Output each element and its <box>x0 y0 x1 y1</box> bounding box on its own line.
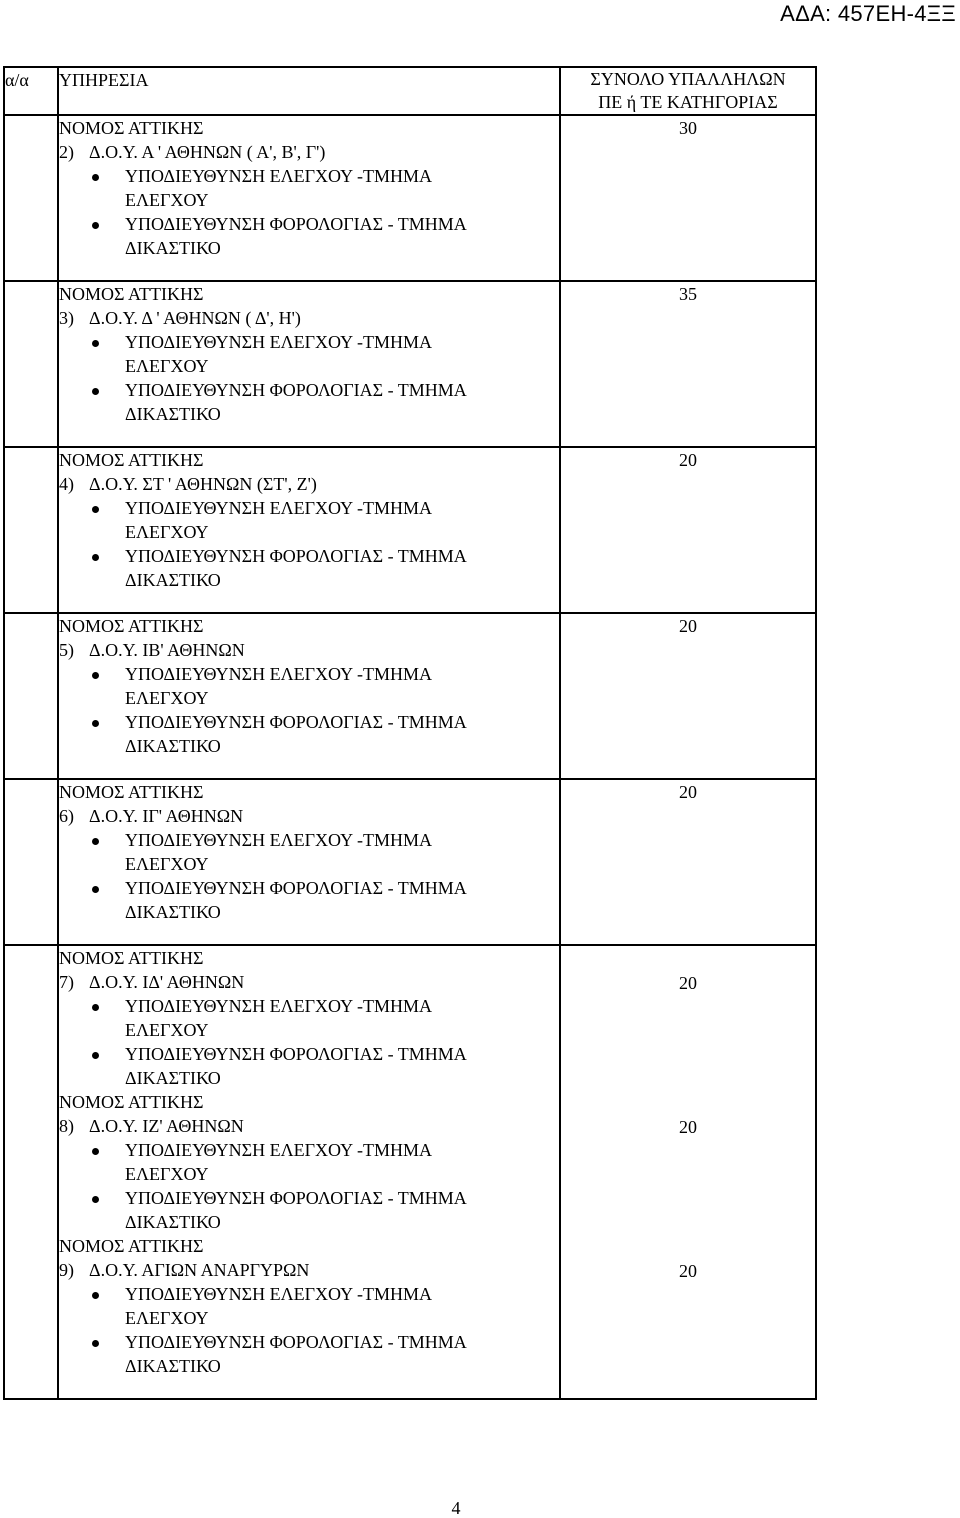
table-row <box>4 115 816 281</box>
list-item: ΥΠΟΔΙΕΥΘΥΝΣΗ ΦΟΡΟΛΟΓΙΑΣ - ΤΜΗΜΑ ΔΙΚΑΣΤΙΚΟ <box>59 1186 559 1234</box>
prefecture-label: ΝΟΜΟΣ ΑΤΤΙΚΗΣ <box>59 782 204 802</box>
tax-office-name: 2) Δ.Ο.Υ. Α ' ΑΘΗΝΩΝ ( Α', Β', Γ') <box>59 142 326 162</box>
prefecture-label: ΝΟΜΟΣ ΑΤΤΙΚΗΣ <box>59 948 204 968</box>
table-row <box>4 281 816 447</box>
list-item: ΥΠΟΔΙΕΥΘΥΝΣΗ ΦΟΡΟΛΟΓΙΑΣ - ΤΜΗΜΑ ΔΙΚΑΣΤΙΚΟ <box>59 544 559 592</box>
service-cell <box>58 447 560 613</box>
tax-office-name: 3) Δ.Ο.Υ. Δ ' ΑΘΗΝΩΝ ( Δ', Η') <box>59 308 301 328</box>
table-header-row <box>4 67 816 115</box>
aa-cell <box>4 447 58 613</box>
total-value: 20 <box>679 973 697 993</box>
bullet-icon <box>92 174 99 181</box>
total-cell: 20 <box>560 447 816 613</box>
list-item: ΥΠΟΔΙΕΥΘΥΝΣΗ ΕΛΕΓΧΟΥ -ΤΜΗΜΑ ΕΛΕΓΧΟΥ <box>59 994 559 1042</box>
list-item: ΥΠΟΔΙΕΥΘΥΝΣΗ ΕΛΕΓΧΟΥ -ΤΜΗΜΑ ΕΛΕΓΧΟΥ <box>59 496 559 544</box>
table-row <box>4 447 816 613</box>
total-cell <box>560 945 816 1399</box>
prefecture-label: ΝΟΜΟΣ ΑΤΤΙΚΗΣ <box>59 1092 204 1112</box>
aa-cell <box>4 613 58 779</box>
document-code: ΑΔΑ: 457ΕΗ-4ΞΞ <box>780 1 956 26</box>
bullet-icon <box>92 838 99 845</box>
table-row <box>4 945 816 1399</box>
bullet-icon <box>92 1004 99 1011</box>
service-cell <box>58 115 560 281</box>
col-header-service: ΥΠΗΡΕΣΙΑ <box>58 67 560 115</box>
bullet-icon <box>92 506 99 513</box>
service-block <box>59 946 559 1090</box>
prefecture-label: ΝΟΜΟΣ ΑΤΤΙΚΗΣ <box>59 450 204 470</box>
prefecture-label: ΝΟΜΟΣ ΑΤΤΙΚΗΣ <box>59 284 204 304</box>
prefecture-label: ΝΟΜΟΣ ΑΤΤΙΚΗΣ <box>59 616 204 636</box>
col-header-total <box>560 67 816 115</box>
tax-office-name: 5) Δ.Ο.Υ. ΙΒ' ΑΘΗΝΩΝ <box>59 640 245 660</box>
aa-cell <box>4 115 58 281</box>
list-item: ΥΠΟΔΙΕΥΘΥΝΣΗ ΕΛΕΓΧΟΥ -ΤΜΗΜΑ ΕΛΕΓΧΟΥ <box>59 164 559 212</box>
list-item: ΥΠΟΔΙΕΥΘΥΝΣΗ ΕΛΕΓΧΟΥ -ΤΜΗΜΑ ΕΛΕΓΧΟΥ <box>59 1138 559 1186</box>
list-item: ΥΠΟΔΙΕΥΘΥΝΣΗ ΕΛΕΓΧΟΥ -ΤΜΗΜΑ ΕΛΕΓΧΟΥ <box>59 662 559 710</box>
bullet-icon <box>92 340 99 347</box>
tax-office-name: 6) Δ.Ο.Υ. ΙΓ' ΑΘΗΝΩΝ <box>59 806 244 826</box>
list-item: ΥΠΟΔΙΕΥΘΥΝΣΗ ΦΟΡΟΛΟΓΙΑΣ - ΤΜΗΜΑ ΔΙΚΑΣΤΙΚΟ <box>59 378 559 426</box>
total-cell: 20 <box>560 779 816 945</box>
bullet-icon <box>92 886 99 893</box>
service-cell <box>58 945 560 1399</box>
service-cell <box>58 281 560 447</box>
tax-office-name: 4) Δ.Ο.Υ. ΣΤ ' ΑΘΗΝΩΝ (ΣΤ', Ζ') <box>59 474 317 494</box>
list-item: ΥΠΟΔΙΕΥΘΥΝΣΗ ΦΟΡΟΛΟΓΙΑΣ - ΤΜΗΜΑ ΔΙΚΑΣΤΙΚΟ <box>59 1330 559 1378</box>
bullet-icon <box>92 554 99 561</box>
total-cell: 30 <box>560 115 816 281</box>
staff-table <box>3 66 817 1400</box>
list-item: ΥΠΟΔΙΕΥΘΥΝΣΗ ΦΟΡΟΛΟΓΙΑΣ - ΤΜΗΜΑ ΔΙΚΑΣΤΙΚΟ <box>59 212 559 260</box>
col-header-aa: α/α <box>4 67 58 115</box>
list-item: ΥΠΟΔΙΕΥΘΥΝΣΗ ΕΛΕΓΧΟΥ -ΤΜΗΜΑ ΕΛΕΓΧΟΥ <box>59 828 559 876</box>
bullet-icon <box>92 1292 99 1299</box>
bullet-icon <box>92 672 99 679</box>
aa-cell <box>4 281 58 447</box>
prefecture-label: ΝΟΜΟΣ ΑΤΤΙΚΗΣ <box>59 1236 204 1256</box>
service-block <box>59 1090 559 1234</box>
list-item: ΥΠΟΔΙΕΥΘΥΝΣΗ ΕΛΕΓΧΟΥ -ΤΜΗΜΑ ΕΛΕΓΧΟΥ <box>59 1282 559 1330</box>
tax-office-name: 9) Δ.Ο.Υ. ΑΓΙΩΝ ΑΝΑΡΓΥΡΩΝ <box>59 1260 310 1280</box>
total-cell: 35 <box>560 281 816 447</box>
service-cell <box>58 613 560 779</box>
bullet-icon <box>92 1148 99 1155</box>
list-item: ΥΠΟΔΙΕΥΘΥΝΣΗ ΦΟΡΟΛΟΓΙΑΣ - ΤΜΗΜΑ ΔΙΚΑΣΤΙΚΟ <box>59 876 559 924</box>
table-row <box>4 779 816 945</box>
col-header-total-line2: ΠΕ ή ΤΕ ΚΑΤΗΓΟΡΙΑΣ <box>598 92 778 112</box>
list-item: ΥΠΟΔΙΕΥΘΥΝΣΗ ΦΟΡΟΛΟΓΙΑΣ - ΤΜΗΜΑ ΔΙΚΑΣΤΙΚΟ <box>59 710 559 758</box>
tax-office-name: 7) Δ.Ο.Υ. ΙΔ' ΑΘΗΝΩΝ <box>59 972 245 992</box>
aa-cell <box>4 779 58 945</box>
page-number: 4 <box>451 1498 461 1518</box>
table-row <box>4 613 816 779</box>
prefecture-label: ΝΟΜΟΣ ΑΤΤΙΚΗΣ <box>59 118 204 138</box>
service-block <box>59 1234 559 1378</box>
bullet-icon <box>92 1052 99 1059</box>
service-cell <box>58 779 560 945</box>
aa-cell <box>4 945 58 1399</box>
bullet-icon <box>92 720 99 727</box>
total-value: 20 <box>679 1117 697 1137</box>
list-item: ΥΠΟΔΙΕΥΘΥΝΣΗ ΕΛΕΓΧΟΥ -ΤΜΗΜΑ ΕΛΕΓΧΟΥ <box>59 330 559 378</box>
bullet-icon <box>92 1340 99 1347</box>
total-cell: 20 <box>560 613 816 779</box>
total-value: 20 <box>679 1261 697 1281</box>
bullet-icon <box>92 388 99 395</box>
list-item: ΥΠΟΔΙΕΥΘΥΝΣΗ ΦΟΡΟΛΟΓΙΑΣ - ΤΜΗΜΑ ΔΙΚΑΣΤΙΚΟ <box>59 1042 559 1090</box>
tax-office-name: 8) Δ.Ο.Υ. ΙΖ' ΑΘΗΝΩΝ <box>59 1116 244 1136</box>
col-header-total-line1: ΣΥΝΟΛΟ ΥΠΑΛΛΗΛΩΝ <box>590 69 786 89</box>
bullet-icon <box>92 1196 99 1203</box>
bullet-icon <box>92 222 99 229</box>
